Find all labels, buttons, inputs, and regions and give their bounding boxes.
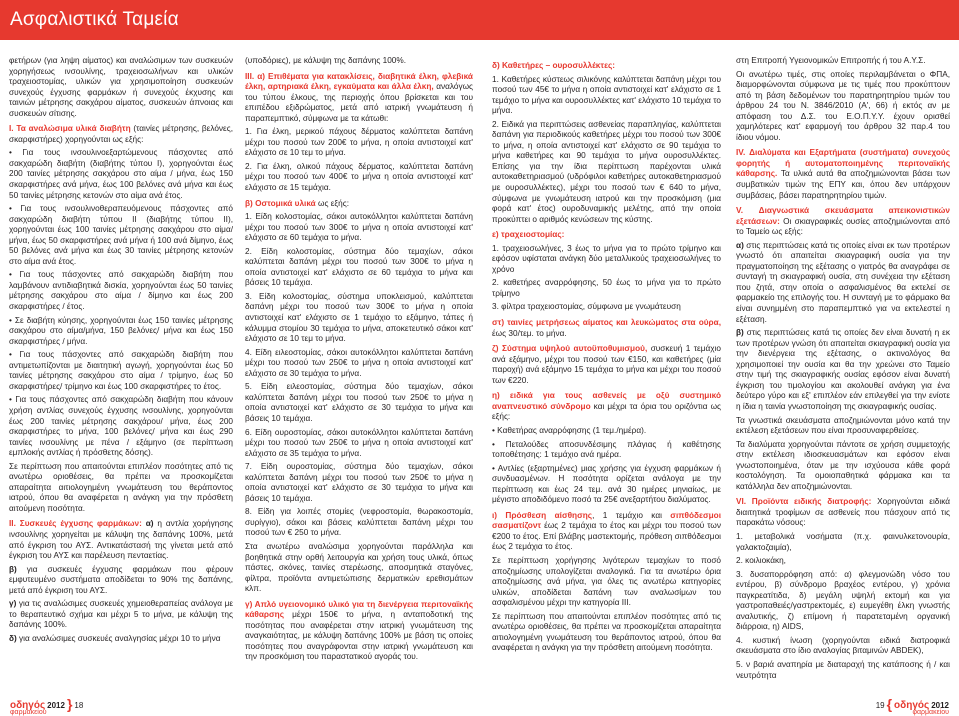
- paragraph-text: 2. καθετήρες αναρρόφησης, 50 έως το μήνα για το πρώτο τρίμηνο: [492, 278, 721, 298]
- section-heading: δ) Καθετήρες – ουροσυλλέκτες:: [492, 61, 616, 70]
- page-number: 19: [875, 701, 885, 710]
- paragraph: [492, 511, 721, 553]
- paragraph-text: Χορηγούνται ειδικά διαιτητικά τροφίμων σε ασθενείς που πάσχουν από τις παρακάτω νόσους:: [736, 497, 950, 528]
- paragraph-text: 5. ν βαριά αναπηρία με διαταραχή της κατάποσης ή / και νευτρότητα: [736, 659, 950, 680]
- item-marker: δ): [9, 633, 17, 643]
- paragraph-text: για αναλώσιμες συσκευές αναλγησίας μέχρι 10 το μήνα: [16, 633, 221, 643]
- paragraph: [736, 570, 950, 633]
- paragraph: [736, 660, 950, 681]
- paragraph-text: • Για τους πάσχοντες από σακχαρώδη διαβήτη που κάνουν χρήση αντλίας συνεχούς έγχυσης ινσουλίνης, χορηγούνται έως 200 ταινίες μέτρησης σακχάρου/ μήνα, έως 200 σκαρφιστήρες το μήνα, 100 βελόνες/ μήνα και έως 290 ταινίες ινσουλίνης με πένα / εξάμηνο (σε περίπτωση εμπλοκής αντλίας ή πρόσθετης δόσης).: [9, 395, 233, 458]
- footer-right: [876, 696, 949, 714]
- paragraph: [492, 426, 721, 437]
- brand-year: 2012: [47, 701, 65, 710]
- paragraph-text: 1. τραχειοσωλήνες, 3 έως το μήνα για το πρώτο τρίμηνο και εφόσον υφίσταται ανάγκη δύο μεταλλικούς τραχειοσωλήνες το χρόνο: [492, 243, 721, 274]
- paragraph: [492, 244, 721, 276]
- paragraph: [492, 612, 721, 654]
- paragraph: [9, 124, 233, 145]
- paragraph-text: 5. Είδη ειλεοστομίας, σύστημα δύο τεμαχίων, σάκοι καλύπτεται δαπάνη μέχρι του ποσού των 250€ το μήνα η οποία αντιστοιχεί κατ' ελάχιστο σε 30 τεμάχια το μήνα και βάσεις 10 τεμάχια.: [245, 382, 473, 423]
- paragraph: [245, 127, 473, 159]
- paragraph: [245, 199, 473, 210]
- paragraph: [736, 440, 950, 493]
- page-title: Ασφαλιστικά Ταμεία: [10, 9, 179, 30]
- paragraph-text: φετήρων (για ληψη αίματος) και αναλώσιμων των συσκευών χορηγήσεως ινσουλίνης, τραχειοσωλήνων και υλικών τραχειοστομίας, υλικών για χρησιμοποίηση συσκευών συνεχούς έγχυσης φαρμάκων ή συνεχούς έκχυσης και ταινιών μέτρησης σακχάρου αίματος, συσκευών άπνοιας και συσκευών σίτισης.: [9, 56, 233, 118]
- paragraph-text: 2. κοιλιοκάκη,: [736, 556, 786, 566]
- paragraph-text: 3. φίλτρα τραχειοστομίας, σύμφωνα με γνωμάτευση: [492, 302, 681, 312]
- brace-icon: {: [886, 696, 893, 712]
- text-column-4: [736, 56, 950, 696]
- paragraph: [736, 148, 950, 201]
- paragraph-text: 2. Για έλκη, ολικού πάχους δέρματος, καλύπτεται δαπάνη μέχρι του ποσού των 400€ το μήνα η οποία αντιστοιχεί κατ' ελάχιστο σε 15 τεμάχια.: [245, 161, 473, 193]
- item-marker: α): [141, 519, 154, 529]
- section-heading: γ) Απλό υγειονομικό υλικό για τη διενέργεια περιτοναϊκής κάθαρσης: [245, 599, 473, 620]
- paragraph: [9, 565, 233, 597]
- header-band: [0, 0, 959, 40]
- paragraph-text: για τις αναλώσιμες συσκευές χημειοθεραπείας ανάλογα με το θεραπευτικό σχήμα και μέχρι 5 το μήνα, με κάλυψη της δαπάνης 100%.: [9, 599, 233, 630]
- paragraph-text: Σε περίπτωση που απαιτούνται επιπλέον ποσότητες από τις ανωτέρω οριοθέσεις, θα πρέπει να προσκομίζεται απαραίτητα αιτιολογημένη γνωμάτευση του θεράποντος ιατρού, όπου θα αναφέρεται η ανάγκη για την πρόσθετη αιτούμενη ποσότητα.: [492, 611, 721, 653]
- paragraph-text: στη Επιτροπή Υγειονομικών Επιτροπής ή του Α.Υ.Σ.: [736, 56, 926, 65]
- paragraph: [9, 462, 233, 515]
- paragraph: [492, 61, 721, 72]
- paragraph: [9, 316, 233, 348]
- paragraph-text: • Για τους πάσχοντες από σακχαρώδη διαβήτη που λαμβάνουν αντιδιαβητικά δισκία, χορηγούνται έως 50 ταινίες μέτρησης σακχάρου στο αίμα / δίμηνο και έως 200 σκαρφιστήρες / έτος.: [9, 270, 233, 312]
- paragraph-text: • Για τους πάσχοντες από σακχαρώδη διαβήτη που αντιμετωπίζονται με διαιτητική αγωγή, χορηγούνται έως 50 ταινίες μέτρησης σακχάρου στο αίμα / τρίμηνο, έως 50 σκαρφιστήρες/ τρίμηνο και έως 100 σκαρφιστήρες το έτος.: [9, 350, 233, 391]
- paragraph: [9, 56, 233, 119]
- paragraph: [245, 348, 473, 380]
- paragraph-text: Σε περίπτωση χορήγησης λιγότερων τεμαχίων το ποσό αποζημίωσης υπολογίζεται αναλογικά. Για τα ανωτέρω όρια αποζημίωσης ανά μήνα, για όλες τις ανωτέρω κατηγορίες υλικών, αποδίδεται δαπάνη των αναλωσίμων του ασφαλισμένου μέχρι την κατηγορία ΙΙΙ.: [492, 555, 721, 608]
- paragraph: [245, 428, 473, 460]
- paragraph: [9, 519, 233, 561]
- paragraph-text: 2. Ειδικά για περιπτώσεις ασθενείας παραπληγίας, καλύπτεται δαπάνη για περιοδικούς καθετήρες μέχρι του ποσού των 300€ το μήνα, η οποία αντιστοιχεί κατ' ελάχιστο σε 90 τεμάχια το μήνα καθετήρες και 90 τεμάχια το μήνα ουροσυλλέκτες. Επίσης για την ίδια περίπτωση παρέχονται υλικά αυτοκαθετηριασμού (υδρόφιλοι καθετήρες αυτοκαθετηριασμού με ουροσυλλέκτες), μέχρι του ποσού των € 640 το μήνα, σύμφωνα με γνωμάτευση ιατρού και την προσκόμιση (μια φορά κατ' έτος) ουροδυναμικής μελέτης, από την οποία προκύπτει ο αριθμός κενώσεων της κύστης.: [492, 119, 721, 224]
- paragraph: [492, 75, 721, 117]
- paragraph: [492, 278, 721, 299]
- item-marker: α): [736, 240, 744, 250]
- section-heading: ΙΙ. Συσκευές έγχυσης φαρμάκων:: [9, 519, 142, 529]
- paragraph: [245, 72, 473, 125]
- paragraph-text: η αντλία χορήγησης ινσουλίνης χορηγείται με κάλυψη της δαπάνης 100%, μετά από έγκριση του ΑΥΣ. Αντικατάστασή της γίνεται μετά από έγκριση του ΑΥΣ και παρέλευση πενταετίας.: [9, 519, 233, 561]
- item-marker: β): [9, 564, 17, 574]
- paragraph: [9, 148, 233, 201]
- section-heading: η) ειδικά για τους ασθενείς με οξύ συστημικό αναπνευστικό σύνδρομο: [492, 391, 721, 411]
- brand-logo: οδηγός: [894, 700, 930, 711]
- section-heading: ΙΙΙ. α) Επιθέματα για κατακλίσεις, διαβητικά έλκη, φλεβικά έλκη, αρτηριακά έλκη, εγκαύματα και άλλα έλκη,: [245, 71, 473, 92]
- paragraph-text: Στα ανωτέρω αναλώσιμα χορηγούνται παράλληλα και βοηθητικά στην ορθή λειτουργία και χρήση τους υλικά, όπως πάστες, σκόνες, ταινίες στερέωσης, αποσμητικά σταγόνες, φίλτρα, προϊόντα αντιμετώπισης δερματικών ερεθισμάτων κλπ.: [245, 541, 473, 594]
- paragraph: [736, 241, 950, 325]
- paragraph: [245, 212, 473, 244]
- paragraph-text: 3. δυσαπορρόφηση από: α) φλεγμονώδη νόσο του εντέρου, β) σύνδρομο βραχέος εντέρου, γ) χρόνια παγκρεατίτιδα, δ) μεγάλη υψηλή εκτομή και για γαστροπαθειές/γαστρεκτομές, ε) ευμεγέθη έλκη γνωστής αναλυτικής, ζ) επίμονη ή παρατεταμένη οργανική διάρροια, η) AIDS,: [736, 569, 950, 632]
- paragraph: [736, 56, 950, 67]
- section-heading: στ) ταινίες μετρήσεως αίματος και λευκώματος στα ούρα,: [492, 318, 721, 328]
- text-column-2: [245, 56, 473, 696]
- paragraph: [245, 462, 473, 504]
- brand-subtitle: φαρμακείου: [912, 709, 949, 716]
- brace-icon: }: [66, 696, 73, 712]
- section-heading: Ι. Τα αναλώσιμα υλικά διαβήτη: [9, 124, 131, 134]
- paragraph: [736, 328, 950, 412]
- paragraph: [245, 542, 473, 595]
- paragraph-text: 1. Καθετήρες κύστεως σιλικόνης καλύπτεται δαπάνη μέχρι του ποσού των 45€ το μήνα η οποία αντιστοιχεί κατ' ελάχιστο σε 1 τεμάχιο το μήνα και ουροσυλλέκτες κατ' ελάχιστο 10 τεμάχια το μήνα.: [492, 74, 721, 116]
- paragraph: [245, 507, 473, 539]
- paragraph-text: Τα υλικά αυτά θα αποζημιώνονται βάσει των συμβατικών τιμών της ΕΠΥ και, όπου δεν υπάρχουν συμβάσεις, βάσει παρατηρητηρίου τιμών.: [736, 169, 950, 200]
- paragraph-text: 6. Είδη ουροστομίας, σάκοι αυτοκόλλητοι καλύπτεται δαπάνη μέχρι του ποσού των 250€ το μήνα η οποία αντιστοιχεί κατ' ελάχιστο σε 35 τεμάχια το μήνα.: [245, 427, 473, 458]
- paragraph-text: ως εξής:: [315, 198, 349, 208]
- paragraph-text: Τα γνωστικά σκευάσματα αποζημιώνονται μόνο κατά την εκτέλεση εξετάσεων που είναι προσυναφερθείσες.: [736, 415, 950, 436]
- paragraph: [492, 464, 721, 506]
- paragraph: [736, 636, 950, 657]
- paragraph-text: • Για τους ινσουλινοθεραπευόμενους πάσχοντες από σακχαρώδη διαβήτη τύπου ΙΙ (διαβήτης τύπου ΙΙ), χορηγούνται έως 100 ταινίες μέτρησης σακχάρου στο αίμα/μήνα, έως 50 σκαρφιστήρες ανά μήνα ή 100 ανά δίμηνο, έως 50 βελόνες ανά μήνα και έως 30 ταινίες μέτρησης κετονών στο αίμα ανά έτος.: [9, 204, 233, 266]
- paragraph: [492, 318, 721, 339]
- footer-left: [10, 696, 83, 714]
- section-heading: ΙV. Διαλύματα και Εξαρτήματα (συστήματα) συνεχούς φορητής ή αυτοματοποιημένης περιτοναϊκής κάθαρσης.: [736, 148, 950, 179]
- paragraph-text: Οι σκιαγραφικές ουσίες αποζημιώνονται από το Ταμείο ως εξής:: [736, 216, 950, 237]
- paragraph: [245, 247, 473, 289]
- paragraph-text: 3. Είδη κολοστομίας, σύστημα υποκλεισμού, καλύπτεται δαπάνη μέχρι του ποσού των 300€ το μήνα η οποία αντιστοιχεί κατ' ελάχιστο σε 1 τεμάχιο το εξάμηνο, τάπες ή κάλυμμα στομίου 30 τεμάχια το μήνα, αποκετευτικό σάκοι κατ' ελάχιστο σε 10 τεμ το μήνα.: [245, 291, 473, 344]
- paragraph-text: • Καθετήρας αναρρόφησης (1 τεμ./ημέρα).: [492, 425, 647, 435]
- paragraph-text: συσκευή 1 τεμάχιο ανά εξάμηνο, μέχρι του ποσού των €150, και καθετήρες (μία παροχή) ανά εξάμηνο 15 τεμάχια το μήνα και μέχρι του ποσού των €220.: [492, 344, 721, 385]
- paragraph-text: Τα διαλύματα χορηγούνται πάντοτε σε χρήση συμμετοχής στην εκτέλεση ιδιοσκευασμάτων και εφόσον είναι γνωστοποιημένα, όταν με την ισχύουσα κάθε φορά κοστολόγηση. Τα ομοιοπαθητικά φάρμακα και τα κατάλληλα δεν αποζημιώνονται.: [736, 439, 950, 491]
- brand-logo: οδηγός: [10, 700, 46, 711]
- paragraph: [9, 350, 233, 392]
- paragraph: [492, 230, 721, 241]
- text-column-3: [492, 56, 721, 696]
- paragraph-text: αναλόγως του τύπου έλκους, της περιοχής όπου βρίσκεται και του επιπέδου εξιδρώματος, μετά από ιατρική γνωμάτευση ή παραπεμπτικό, σύμφωνα με τα κάτωθι:: [245, 82, 473, 123]
- paragraph-text: έως 2 τεμάχια το έτος και μέχρι του ποσού των €200 το έτος. Επί βλάβης μαστεκτομής, πρόθεση σιπθόδεσμοι έως 2 τεμάχια το έτος.: [492, 521, 721, 552]
- paragraph: [9, 270, 233, 312]
- paragraph-text: (ταινίες μέτρησης, βελόνες, σκαρφιστήρες) χορηγούνται ως εξής:: [9, 124, 233, 144]
- paragraph-text: Οι ανωτέρω τιμές, στις οποίες περιλαμβάνεται ο ΦΠΑ, διαμορφώνονται σύμφωνα με τις τιμές που προκύπτουν από τη βάση δεδομένων του παρατηρητηρίου τιμών του άρθρου 24 του Ν. 3846/2010 (Α', 66) ή εκτός αν με απόφαση του Δ.Σ. του Ε.Ο.Π.Υ.Υ. έχουν ορισθεί χαμηλότερες κατ' εφαρμογή του άρθρου 32 παρ.4 του ίδιου νόμου.: [736, 69, 950, 142]
- paragraph: [492, 302, 721, 313]
- paragraph: [9, 204, 233, 267]
- section-heading: ι) Πρόσθεση αίσθησης: [492, 510, 593, 520]
- paragraph-text: 1. Για έλκη, μερικού πάχους δέρματος καλύπτεται δαπάνη μέχρι του ποσού των 200€ το μήνα, η οποία αντιστοιχεί κατ' ελάχιστο σε 10 τεμ το μήνα.: [245, 127, 473, 158]
- paragraph: [492, 556, 721, 609]
- paragraph: [245, 600, 473, 663]
- page-number: 18: [74, 701, 84, 710]
- item-marker: β): [736, 328, 744, 338]
- paragraph-text: Σε περίπτωση που απαιτούνται επιπλέον ποσότητες από τις ανωτέρω οριοθέσεις, θα πρέπει να προσκομίζεται απαραίτητα αιτιολογημένη γνωμάτευση του θεράποντος ιατρού, όπου θα αναφέρεται η ανάγκη για την πρόσθετη αιτούμενη ποσότητα.: [9, 461, 233, 513]
- paragraph-text: , 1 τεμάχιο και: [592, 510, 662, 520]
- paragraph: [736, 70, 950, 144]
- paragraph-text: μέχρι 150€ το μήνα, η ανταποδοτική της ποσότητας που αναφέρεται στην ιατρική γνωμάτευση της αναγκαιότητας, με κάλυψη δαπάνης 100% με βάση τις οποίες ποσότητες που αναγράφονται στην ιατρική γνωμάτευση και την προσκόμιση του παραστατικού αγοράς του.: [245, 610, 473, 662]
- paragraph-text: 4. Είδη ειλεοστομίας, σάκοι αυτοκόλλητοι καλύπτεται δαπάνη μέχρι του ποσού των 250€ το μήνα η οποία αντιστοιχεί κατ' ελάχιστο σε 30 τεμάχια το μήνα.: [245, 347, 473, 378]
- paragraph: [736, 532, 950, 553]
- item-marker: γ): [9, 599, 17, 609]
- paragraph-text: • Για τους ινσουλινοεξαρτώμενους πάσχοντες από σακχαρώδη διαβήτη (διαβήτης τύπου Ι), χορηγούνται έως 200 ταινίες μέτρησης σακχάρου στο αίμα / μήνα, έως 150 σκαρφιστήρες ανά μήνα, έως 100 βελόνες ανά μήνα και έως 50 ταινίες μέτρησης κετονών στο αίμα ανά έτος.: [9, 148, 233, 200]
- paragraph: [9, 634, 233, 645]
- brand-year: 2012: [931, 701, 949, 710]
- paragraph-text: 1. μεταβολικά νοσήματα (π.χ. φαινυλκετονουρία, γαλακτοζαιμία),: [736, 531, 950, 552]
- section-heading: VI. Προϊόντα ειδικής διατροφής:: [736, 497, 872, 507]
- paragraph: [492, 391, 721, 423]
- paragraph: [245, 162, 473, 194]
- paragraph-text: στις περιπτώσεις κατά τις οποίες είναι εκ των προτέρων γνωστό ότι απαιτείται σκιαγραφική ουσία για την πραγματοποίηση της εξέτασης ο γιατρός θα αναγράφει σε συνταγή τη σκιαγραφική ουσία, στη συνέχεια την εξέταση που ζητά, στην οποία ο ασφαλισμένος θα εκτελεί σε φαρμακείο της επιλογής του. Η συνταγή με το φάρμακο θα είναι συνημμένη στο παραπεμπτικό για να εκτελεστεί η εξέταση.: [736, 240, 950, 324]
- section-heading: σιπθόδεσμοι σασματίζοντ: [492, 510, 721, 531]
- paragraph-text: στις περιπτώσεις κατά τις οποίες δεν είναι δυνατή η εκ των προτέρων γνώση ότι απαιτείται σκιαγραφική ουσία για την διενέργεια της εξέτασης, ο ακτινολόγος θα χρησιμοποιεί την ουσία και θα την χρεώνει στο Ταμείο στην τιμή της σκιαγραφικής ουσίας εφόσον είναι δυνατή έγκριση του τιμολογίου και ακολουθεί ανάγκη για ένα δεύτερο γύρο και εξ' επιπλέον εάν επιλεγθεί για την ενίοτε η ίδια η ταινία γνωστοποίηση της σκιαγραφικής ουσίας.: [736, 328, 950, 411]
- paragraph-text: 1. Είδη κολοστομίας, σάκοι αυτοκόλλητοι καλύπτεται δαπάνη μέχρι του ποσού των 300€ το μήνα η οποία αντιστοιχεί κατ' ελάχιστο σε 60 τεμάχια το μήνα.: [245, 212, 473, 243]
- brand-subtitle: φαρμακείου: [10, 709, 47, 716]
- section-heading: β) Οστομικά υλικά: [245, 198, 316, 208]
- paragraph-text: 2. Είδη κολοστομίας, σύστημα δύο τεμαχίων, σάκοι καλύπτεται δαπάνη μέχρι του ποσού των 300€ το μήνα η οποία αντιστοιχεί κατ' ελάχιστο σε 60 τεμάχια το μήνα και βάσεις 10 τεμάχια.: [245, 246, 473, 288]
- paragraph-text: • Αντλίες (εξαρτημένες) μιας χρήσης για έγχυση φαρμάκων ή συνδυασμένων. Η ποσότητα ορίζεται ανάλογα με την περίπτωση και έως 24 τεμ. ανά 30 ημέρες μηνιαίως, με μέγιστο αποδιδόμενο ποσό τα 25€ ανεξαρτήτου διαλύματος.: [492, 463, 721, 505]
- paragraph-text: για συσκευές έγχυσης φαρμάκων που φέρουν εμφυτευμένο συστήματα αποδίδεται το 90% της δαπάνης, μετά από έγκριση του ΑΥΣ.: [9, 564, 233, 595]
- paragraph-text: 7. Είδη ουροστομίας, σύστημα δύο τεμαχίων, σάκοι καλύπτεται δαπάνη μέχρι του ποσού των 250€ το μήνα η οποία αντιστοιχεί κατ' ελάχιστο σε 30 τεμάχια το μήνα και βάσεις 10 τεμάχια.: [245, 462, 473, 503]
- paragraph: [736, 206, 950, 238]
- paragraph: [245, 56, 473, 67]
- paragraph: [736, 497, 950, 529]
- paragraph-text: 4. κυστική ίνωση (χορηγούνται ειδικά διατροφικά σκευάσματα στο ίδιο αναλογίας βιταμινών ABDEK),: [736, 635, 950, 656]
- paragraph: [9, 599, 233, 631]
- paragraph-text: • Σε διαβήτη κύησης, χορηγούνται έως 150 ταινίες μέτρησης σακχάρου στο αίμα/μήνα, 150 βελόνες/ μήνα και έως 150 σκαρφιστήρες / μήνα.: [9, 315, 233, 346]
- paragraph: [245, 292, 473, 345]
- paragraph: [492, 344, 721, 386]
- paragraph: [736, 416, 950, 437]
- paragraph-text: • Πεταλούδες αποσυνδέσιμης πλάγιας ή καθέτησης τοποθέτησης: 1 τεμάχιο ανά ημέρα.: [492, 439, 721, 460]
- paragraph: [492, 120, 721, 225]
- paragraph: [245, 382, 473, 424]
- paragraph-text: (υποδόριες), με κάλυψη της δαπάνης 100%.: [245, 56, 407, 65]
- paragraph: [736, 556, 950, 567]
- paragraph-text: 8. Είδη για λοιπές στομίες (νεφροστομία, θωρακοστομία, συρίγγιο), σάκοι και βάσεις καλύπτεται δαπάνη μέχρι του ποσού των € 250 το μήνα.: [245, 507, 473, 538]
- section-heading: ζ) Σύστημα υψηλού αυτοϋποθυμισμού,: [492, 344, 648, 354]
- paragraph-text: έως 30/τεμ. το μήνα.: [492, 328, 567, 338]
- text-column-1: [9, 56, 233, 696]
- paragraph: [492, 440, 721, 461]
- paragraph-text: και μέχρι τα όρια του οριζόντια ως εξής:: [492, 401, 721, 422]
- section-heading: ε) τραχειοστομίας:: [492, 230, 565, 240]
- section-heading: V. Διαγνωστικά σκευάσματα απεικονιστικών εξετάσεων:: [736, 206, 950, 226]
- paragraph: [9, 395, 233, 458]
